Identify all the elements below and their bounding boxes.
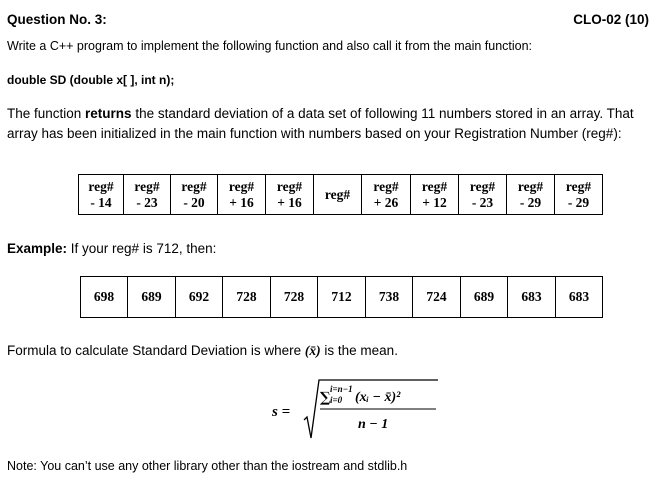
sum-symbol: ∑ bbox=[320, 390, 331, 406]
example-cell: 724 bbox=[413, 277, 461, 318]
formula-description bbox=[7, 343, 398, 359]
example-cell: 689 bbox=[128, 277, 176, 318]
example-cell: 683 bbox=[556, 277, 603, 318]
reg-cell bbox=[171, 175, 218, 215]
reg-cell-top: reg# bbox=[228, 178, 255, 194]
reg-cell-bottom: - 20 bbox=[183, 194, 205, 210]
reg-cell-top: reg# bbox=[373, 178, 399, 194]
example-cell: 692 bbox=[176, 277, 223, 318]
reg-cell bbox=[459, 175, 507, 215]
formula-text-after: is the mean. bbox=[320, 343, 398, 358]
reg-cell-bottom: + 26 bbox=[373, 194, 399, 210]
mean-symbol: (x̄) bbox=[304, 343, 321, 358]
example-text: If your reg# is 712, then: bbox=[67, 241, 217, 256]
formula-lhs: s = bbox=[272, 404, 291, 420]
example-cell: 689 bbox=[461, 277, 508, 318]
sum-upper-limit: i=n−1 bbox=[330, 384, 353, 394]
note-text: Note: You can’t use any other library other than the iostream and stdlib.h bbox=[7, 459, 408, 473]
reg-cell-bottom: + 16 bbox=[277, 194, 302, 210]
description-part2: the standard deviation of a data set of following 11 numbers stored in an array. That array has been initialized in the main function with numbers based on your Registration Number (reg#): bbox=[7, 106, 634, 141]
example-cell: 683 bbox=[508, 277, 556, 318]
example-cell: 698 bbox=[81, 277, 128, 318]
reg-cell-top: reg# bbox=[134, 178, 160, 194]
reg-cell-bottom: + 12 bbox=[422, 194, 447, 210]
reg-cell-bottom: - 29 bbox=[567, 194, 590, 210]
reg-cell bbox=[507, 175, 555, 215]
reg-cell-bottom: - 29 bbox=[519, 194, 542, 210]
reg-cell bbox=[124, 175, 171, 215]
clo-marks: CLO-02 (10) bbox=[573, 12, 649, 27]
reg-cell bbox=[555, 175, 603, 215]
reg-cell-top: reg# bbox=[565, 178, 592, 194]
reg-cell-top: reg# bbox=[469, 178, 496, 194]
example-line bbox=[7, 241, 216, 256]
example-label: Example: bbox=[7, 241, 68, 256]
example-cell: 712 bbox=[318, 277, 366, 318]
reg-cell bbox=[266, 175, 314, 215]
reg-cell-bottom: - 23 bbox=[136, 194, 158, 210]
example-table bbox=[80, 276, 603, 318]
reg-cell-bottom: - 14 bbox=[90, 194, 112, 210]
reg-cell-top: reg# bbox=[324, 186, 351, 202]
reg-cell-top: reg# bbox=[276, 178, 303, 194]
reg-cell-top: reg# bbox=[517, 178, 544, 194]
question-title: Question No. 3: bbox=[7, 12, 107, 27]
reg-table bbox=[78, 174, 603, 215]
reg-cell-top: reg# bbox=[181, 178, 207, 194]
reg-cell-top: reg# bbox=[88, 178, 114, 194]
reg-cell-top: reg# bbox=[421, 178, 448, 194]
reg-cell-bottom: + 16 bbox=[229, 194, 254, 210]
reg-cell bbox=[218, 175, 266, 215]
summand: (xᵢ − x̄)² bbox=[355, 390, 401, 405]
description-part1: The function bbox=[7, 106, 86, 121]
sum-lower-limit: i=0 bbox=[330, 395, 343, 405]
description-bold: returns bbox=[85, 106, 132, 121]
standard-deviation-formula bbox=[270, 372, 450, 444]
reg-cell bbox=[79, 175, 124, 215]
example-cell: 728 bbox=[223, 277, 271, 318]
description-paragraph bbox=[7, 104, 667, 144]
example-cell: 728 bbox=[271, 277, 318, 318]
instruction-text: Write a C++ program to implement the following function and also call it from the main function: bbox=[7, 39, 533, 53]
denominator: n − 1 bbox=[358, 417, 389, 432]
function-signature: double SD (double x[ ], int n); bbox=[7, 73, 175, 87]
example-cell: 738 bbox=[366, 277, 413, 318]
reg-cell bbox=[411, 175, 459, 215]
reg-cell-single bbox=[314, 175, 362, 215]
reg-cell-bottom: - 23 bbox=[471, 194, 494, 210]
formula-text-before: Formula to calculate Standard Deviation is where bbox=[7, 343, 305, 358]
reg-cell bbox=[362, 175, 411, 215]
